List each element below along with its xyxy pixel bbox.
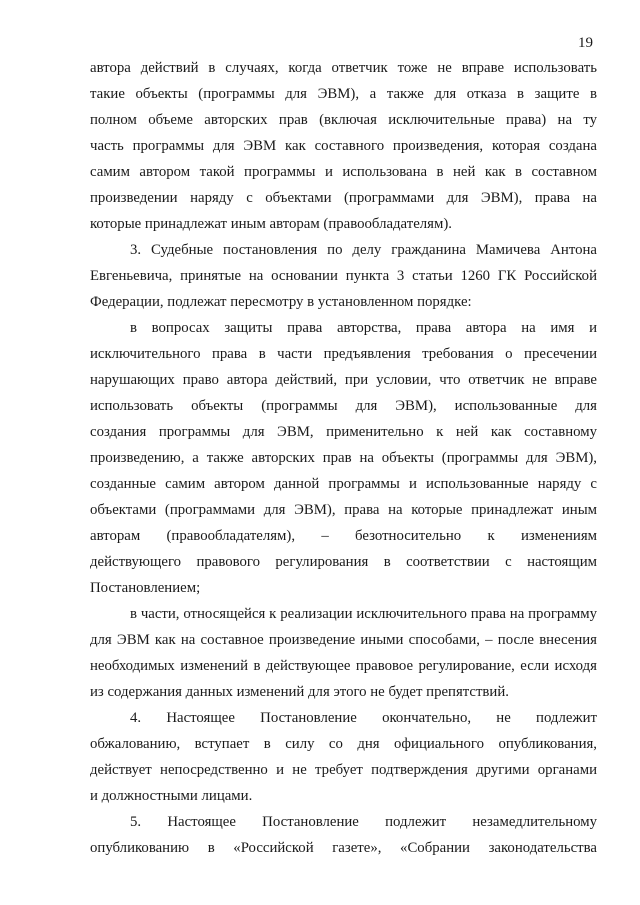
text-line: произведению, а также авторских прав на объекты (программы для ЭВМ), bbox=[90, 450, 597, 466]
text-line: 5. Настоящее Постановление подлежит незамедлительному bbox=[130, 814, 597, 830]
text-line: произведении наряду с объектами (программами для ЭВМ), права на bbox=[90, 190, 597, 206]
text-line: обжалованию, вступает в силу со дня официального опубликования, bbox=[90, 736, 597, 752]
text-line: исключительного права в части предъявления требования о пресечении bbox=[90, 346, 597, 362]
text-line: для ЭВМ как на составное произведение иными способами, – после внесения bbox=[90, 632, 597, 648]
text-line: 3. Судебные постановления по делу гражданина Мамичева Антона bbox=[130, 242, 597, 258]
text-line: объектами (программами для ЭВМ), права на которые принадлежат иным bbox=[90, 502, 597, 518]
document-body bbox=[90, 55, 597, 861]
text-line: Постановлением; bbox=[90, 580, 201, 596]
text-line: 4. Настоящее Постановление окончательно, не подлежит bbox=[130, 710, 597, 726]
text-line: Федерации, подлежат пересмотру в установленном порядке: bbox=[90, 294, 472, 310]
text-line: необходимых изменений в действующее правовое регулирование, если исходя bbox=[90, 658, 597, 674]
text-line: такие объекты (программы для ЭВМ), а также для отказа в защите в bbox=[90, 86, 597, 102]
text-line: созданные самим автором данной программы и использованные наряду с bbox=[90, 476, 597, 492]
text-line: полном объеме авторских прав (включая исключительные права) на ту bbox=[90, 112, 597, 128]
text-line: и должностными лицами. bbox=[90, 788, 253, 804]
text-line: в вопросах защиты права авторства, права автора на имя и bbox=[130, 320, 597, 336]
text-line: нарушающих право автора действий, при условии, что ответчик не вправе bbox=[90, 372, 597, 388]
text-line: из содержания данных изменений для этого не будет препятствий. bbox=[90, 684, 509, 700]
text-line: использовать объекты (программы для ЭВМ), использованные для bbox=[90, 398, 597, 414]
text-line: действующего правового регулирования в соответствии с настоящим bbox=[90, 554, 597, 570]
text-line: часть программы для ЭВМ как составного произведения, которая создана bbox=[90, 138, 597, 154]
page-number: 19 bbox=[578, 35, 593, 51]
text-line: опубликованию в «Российской газете», «Собрании законодательства bbox=[90, 840, 597, 856]
text-line: создания программы для ЭВМ, применительно к ней как составному bbox=[90, 424, 597, 440]
text-line: действует непосредственно и не требует подтверждения другими органами bbox=[90, 762, 597, 778]
text-line: автора действий в случаях, когда ответчик тоже не вправе использовать bbox=[90, 60, 597, 76]
text-line: которые принадлежат иным авторам (правообладателям). bbox=[90, 216, 452, 232]
text-line: в части, относящейся к реализации исключительного права на программу bbox=[130, 606, 597, 622]
text-line: Евгеньевича, принятые на основании пункта 3 статьи 1260 ГК Российской bbox=[90, 268, 597, 284]
text-line: авторам (правообладателям), – безотносительно к изменениям bbox=[90, 528, 597, 544]
text-line: самим автором такой программы и использована в ней как в составном bbox=[90, 164, 597, 180]
